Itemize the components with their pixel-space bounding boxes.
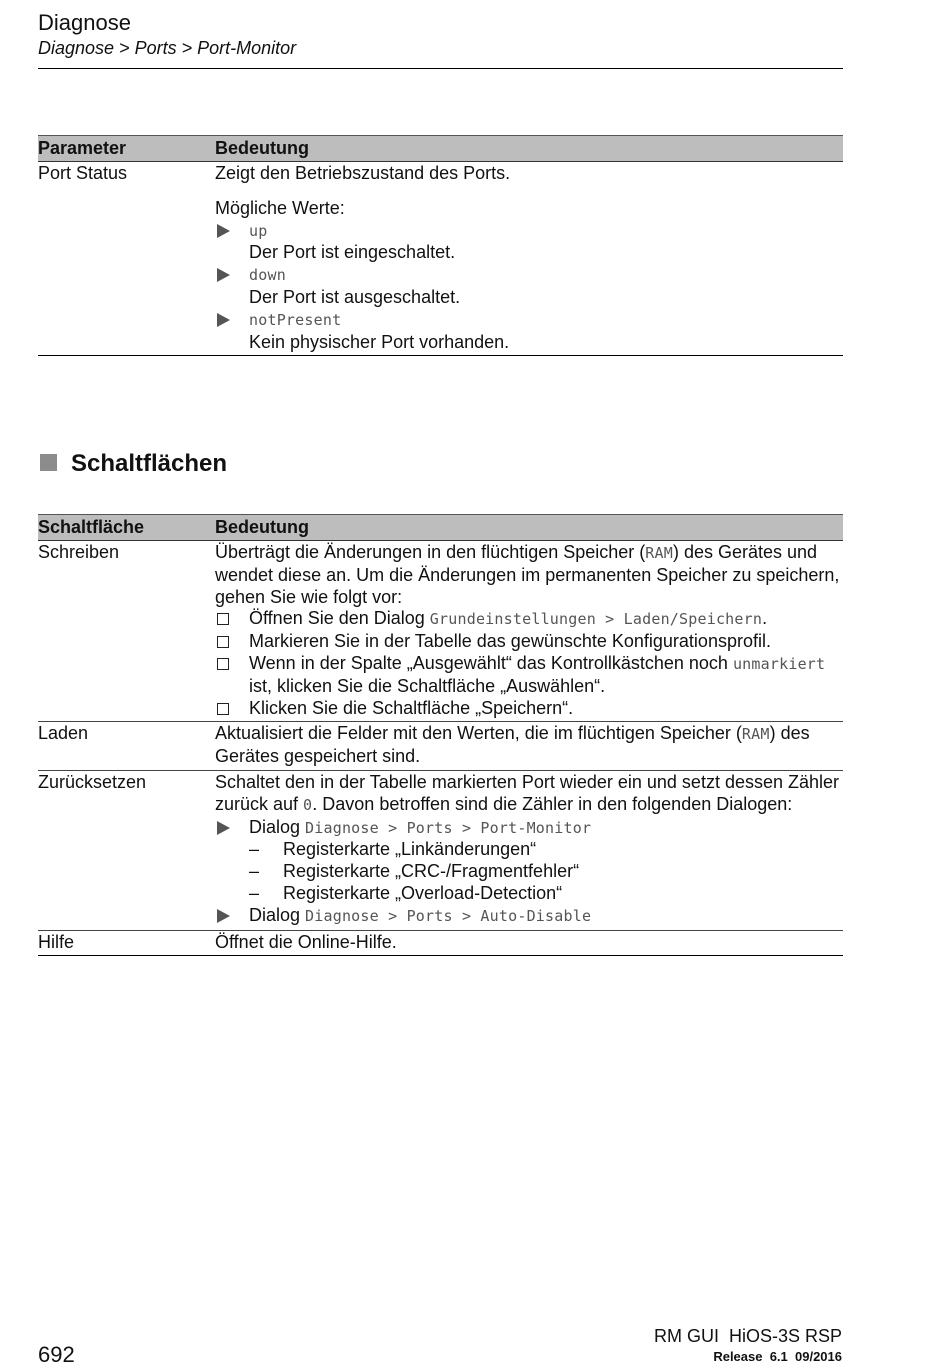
triangle-bullet-icon: [217, 268, 230, 282]
inline-code: RAM: [741, 725, 770, 744]
table-row: [38, 930, 843, 956]
value-code: up: [249, 221, 268, 240]
button-name: Zurücksetzen: [38, 770, 215, 930]
description-text: Zeigt den Betriebszustand des Ports.: [215, 163, 511, 183]
checkbox-bullet-icon: [217, 658, 229, 670]
table-header-row: [38, 515, 843, 541]
breadcrumb: Diagnose > Ports > Port-Monitor: [38, 38, 297, 58]
buttons-table: [38, 514, 843, 956]
value-code: notPresent: [249, 310, 342, 329]
column-header: Bedeutung: [215, 515, 843, 541]
table-header-row: [38, 136, 843, 162]
button-name: Hilfe: [38, 930, 215, 956]
table-row: [38, 770, 843, 930]
value-text: Kein physischer Port vorhanden.: [249, 331, 510, 352]
triangle-bullet-icon: [217, 821, 230, 835]
inline-code: Diagnose > Ports > Port-Monitor: [305, 818, 592, 837]
list-item: [215, 264, 843, 309]
column-header: Parameter: [38, 136, 215, 162]
square-bullet-icon: [40, 454, 57, 471]
step-item: Öffnen Sie den Dialog Grundeinstellungen > Laden/Speichern.: [215, 608, 843, 631]
table-row: [38, 541, 843, 722]
value-code: down: [249, 266, 286, 285]
button-name: Laden: [38, 722, 215, 771]
inline-code: unmarkiert: [732, 654, 826, 673]
button-description: [215, 541, 843, 722]
release-info: Release 6.1 09/2016: [713, 1349, 842, 1364]
column-header: Schaltfläche: [38, 515, 215, 541]
value-text: Der Port ist eingeschaltet.: [249, 242, 456, 263]
page-title: Diagnose: [38, 10, 131, 35]
values-intro: Mögliche Werte:: [215, 197, 345, 218]
triangle-bullet-icon: [217, 313, 230, 327]
checkbox-bullet-icon: [217, 636, 229, 648]
checkbox-bullet-icon: [217, 703, 229, 715]
button-name: Schreiben: [38, 541, 215, 722]
description-text: Schaltet den in der Tabelle markierten Port wieder ein und setzt dessen Zähler zurück auf 0. Davon betroffen sind die Zähler in den folgenden Dialogen:: [215, 771, 840, 814]
parameter-name: Port Status: [38, 162, 215, 356]
sub-list-item: – Registerkarte „Linkänderungen“: [249, 839, 537, 860]
step-item: Klicken Sie die Schaltfläche „Speichern“.: [215, 698, 843, 720]
page-number: 692: [38, 1342, 75, 1367]
inline-code: Diagnose > Ports > Auto-Disable: [305, 906, 592, 925]
step-item: Markieren Sie in der Tabelle das gewünschte Konfigurationsprofil.: [215, 631, 843, 653]
list-item: Dialog Diagnose > Ports > Auto-Disable: [215, 905, 843, 928]
column-header: Bedeutung: [215, 136, 843, 162]
description-text: Überträgt die Änderungen in den flüchtigen Speicher (RAM) des Gerätes und wendet diese an. Um die Änderungen im permanenten Speicher zu speichern, gehen Sie wie folgt vor:: [215, 542, 840, 607]
step-item: Wenn in der Spalte „Ausgewählt“ das Kontrollkästchen noch unmarkiert ist, klicken Sie die Schaltfläche „Auswählen“.: [215, 653, 843, 698]
inline-code: RAM: [645, 544, 673, 562]
header-divider: [38, 68, 843, 69]
section-heading: [40, 450, 227, 478]
parameter-description: [215, 162, 843, 356]
table-row: [38, 722, 843, 771]
inline-code: 0: [303, 795, 313, 814]
button-description: [215, 770, 843, 930]
parameter-table: [38, 135, 843, 356]
document-title: RM GUI HiOS-3S RSP: [653, 1326, 842, 1346]
inline-code: Grundeinstellungen > Laden/Speichern: [429, 610, 763, 629]
button-description: Öffnet die Online-Hilfe.: [215, 930, 843, 956]
triangle-bullet-icon: [217, 909, 230, 923]
sub-list-item: – Registerkarte „CRC-/Fragmentfehler“: [249, 861, 580, 882]
list-item: Dialog Diagnose > Ports > Port-Monitor: [215, 817, 843, 840]
table-row: [38, 162, 843, 356]
triangle-bullet-icon: [217, 224, 230, 238]
list-item: [215, 309, 843, 354]
sub-list-item: – Registerkarte „Overload-Detection“: [249, 882, 563, 903]
list-item: [215, 220, 843, 265]
value-text: Der Port ist ausgeschaltet.: [249, 286, 461, 307]
button-description: Aktualisiert die Felder mit den Werten, die im flüchtigen Speicher (RAM) des Gerätes gespeichert sind.: [215, 722, 843, 771]
section-title: Schaltflächen: [71, 450, 228, 477]
checkbox-bullet-icon: [217, 613, 229, 625]
